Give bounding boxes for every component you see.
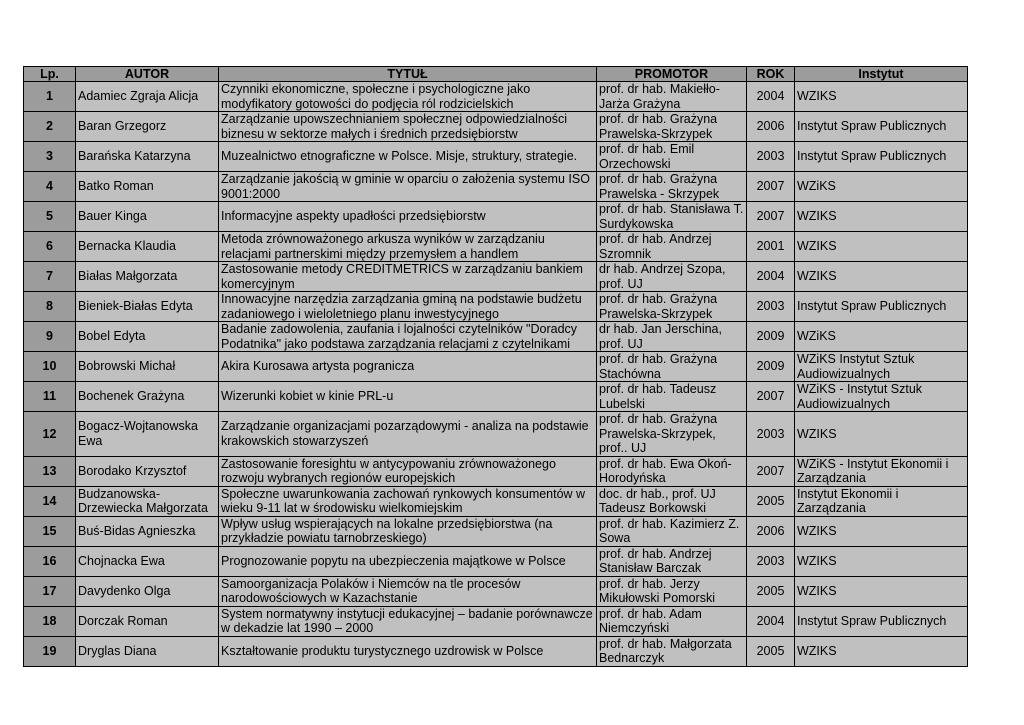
cell-autor: Davydenko Olga — [76, 576, 219, 606]
cell-promotor: prof. dr hab. Andrzej Stanisław Barczak — [597, 546, 747, 576]
cell-rok: 2003 — [747, 412, 795, 457]
cell-instytut: Instytut Spraw Publicznych — [795, 606, 968, 636]
cell-instytut: Instytut Spraw Publicznych — [795, 142, 968, 172]
cell-promotor: prof. dr hab. Grażyna Prawelska-Skrzypek — [597, 292, 747, 322]
cell-instytut: WZIKS — [795, 202, 968, 232]
cell-autor: Dryglas Diana — [76, 636, 219, 666]
table-row — [24, 142, 968, 172]
cell-instytut: WZIKS — [795, 262, 968, 292]
table-row — [24, 262, 968, 292]
cell-autor: Budzanowska-Drzewiecka Małgorzata — [76, 486, 219, 516]
cell-autor: Białas Małgorzata — [76, 262, 219, 292]
cell-promotor: prof. dr hab. Makiełło-Jarża Grażyna — [597, 82, 747, 112]
table-row — [24, 412, 968, 457]
cell-tytul: Innowacyjne narzędzia zarządzania gminą na podstawie budżetu zadaniowego i wieloletniego planu inwestycyjnego — [219, 292, 597, 322]
cell-rok: 2006 — [747, 112, 795, 142]
column-header-instytut: Instytut — [795, 67, 968, 82]
cell-tytul: Muzealnictwo etnograficzne w Polsce. Misje, struktury, strategie. — [219, 142, 597, 172]
cell-rok: 2005 — [747, 576, 795, 606]
cell-tytul: System normatywny instytucji edukacyjnej – badanie porównawcze w dekadzie lat 1990 – 2000 — [219, 606, 597, 636]
cell-autor: Bobel Edyta — [76, 322, 219, 352]
cell-promotor: prof. dr hab. Grażyna Prawelska - Skrzypek — [597, 172, 747, 202]
cell-promotor: prof. dr hab. Andrzej Szromnik — [597, 232, 747, 262]
cell-rok: 2007 — [747, 456, 795, 486]
table-row — [24, 516, 968, 546]
cell-autor: Adamiec Zgraja Alicja — [76, 82, 219, 112]
cell-instytut: WZIKS — [795, 546, 968, 576]
cell-rok: 2006 — [747, 516, 795, 546]
cell-tytul: Akira Kurosawa artysta pogranicza — [219, 352, 597, 382]
cell-promotor: prof. dr hab. Małgorzata Bednarczyk — [597, 636, 747, 666]
cell-tytul: Czynniki ekonomiczne, społeczne i psychologiczne jako modyfikatory gotowości do podjęcia ról rodzicielskich — [219, 82, 597, 112]
theses-table — [23, 66, 968, 667]
cell-tytul: Zarządzanie organizacjami pozarządowymi - analiza na podstawie krakowskich stowarzyszeń — [219, 412, 597, 457]
cell-promotor: doc. dr hab., prof. UJ Tadeusz Borkowski — [597, 486, 747, 516]
cell-rok: 2007 — [747, 382, 795, 412]
cell-tytul: Wizerunki kobiet w kinie PRL-u — [219, 382, 597, 412]
cell-lp: 2 — [24, 112, 76, 142]
cell-lp: 16 — [24, 546, 76, 576]
column-header-tytul: TYTUŁ — [219, 67, 597, 82]
cell-instytut: Instytut Spraw Publicznych — [795, 112, 968, 142]
cell-autor: Barańska Katarzyna — [76, 142, 219, 172]
cell-promotor: dr hab. Jan Jerschina, prof. UJ — [597, 322, 747, 352]
cell-instytut: Instytut Ekonomii i Zarządzania — [795, 486, 968, 516]
table-row — [24, 576, 968, 606]
table-row — [24, 486, 968, 516]
cell-promotor: prof. dr hab. Emil Orzechowski — [597, 142, 747, 172]
cell-rok: 2001 — [747, 232, 795, 262]
cell-tytul: Kształtowanie produktu turystycznego uzdrowisk w Polsce — [219, 636, 597, 666]
cell-instytut: WZIKS — [795, 636, 968, 666]
cell-autor: Bogacz-Wojtanowska Ewa — [76, 412, 219, 457]
cell-instytut: WZIKS — [795, 232, 968, 262]
cell-rok: 2005 — [747, 486, 795, 516]
cell-tytul: Społeczne uwarunkowania zachowań rynkowych konsumentów w wieku 9-11 lat w środowisku wielkomiejskim — [219, 486, 597, 516]
cell-autor: Bochenek Grażyna — [76, 382, 219, 412]
cell-instytut: WZIKS — [795, 82, 968, 112]
table-header — [24, 67, 968, 82]
cell-tytul: Metoda zrównoważonego arkusza wyników w zarządzaniu relacjami partnerskimi między przemysłem a handlem — [219, 232, 597, 262]
cell-lp: 10 — [24, 352, 76, 382]
cell-tytul: Informacyjne aspekty upadłości przedsiębiorstw — [219, 202, 597, 232]
cell-rok: 2007 — [747, 202, 795, 232]
cell-lp: 3 — [24, 142, 76, 172]
cell-instytut: WZIKS — [795, 516, 968, 546]
cell-lp: 4 — [24, 172, 76, 202]
table-row — [24, 546, 968, 576]
cell-autor: Bernacka Klaudia — [76, 232, 219, 262]
cell-promotor: prof. dr hab. Kazimierz Z. Sowa — [597, 516, 747, 546]
column-header-promotor: PROMOTOR — [597, 67, 747, 82]
cell-instytut: WZIKS — [795, 576, 968, 606]
cell-rok: 2009 — [747, 322, 795, 352]
cell-lp: 5 — [24, 202, 76, 232]
cell-lp: 11 — [24, 382, 76, 412]
cell-autor: Dorczak Roman — [76, 606, 219, 636]
cell-instytut: WZIKS — [795, 412, 968, 457]
table-row — [24, 202, 968, 232]
cell-lp: 8 — [24, 292, 76, 322]
cell-tytul: Badanie zadowolenia, zaufania i lojalności czytelników "Doradcy Podatnika" jako podstawa zarządzania relacjami z czytelnikami — [219, 322, 597, 352]
cell-instytut: WZiKS — [795, 172, 968, 202]
cell-autor: Buś-Bidas Agnieszka — [76, 516, 219, 546]
cell-lp: 6 — [24, 232, 76, 262]
cell-autor: Bieniek-Białas Edyta — [76, 292, 219, 322]
table-row — [24, 352, 968, 382]
cell-lp: 15 — [24, 516, 76, 546]
column-header-lp: Lp. — [24, 67, 76, 82]
cell-rok: 2004 — [747, 262, 795, 292]
cell-instytut: WZiKS - Instytut Sztuk Audiowizualnych — [795, 382, 968, 412]
cell-rok: 2007 — [747, 172, 795, 202]
cell-promotor: prof. dr hab. Stanisława T. Surdykowska — [597, 202, 747, 232]
cell-lp: 12 — [24, 412, 76, 457]
cell-rok: 2009 — [747, 352, 795, 382]
cell-tytul: Zastosowanie metody CREDITMETRICS w zarządzaniu bankiem komercyjnym — [219, 262, 597, 292]
cell-promotor: prof. dr hab. Grażyna Prawelska-Skrzypek — [597, 112, 747, 142]
cell-autor: Chojnacka Ewa — [76, 546, 219, 576]
column-header-autor: AUTOR — [76, 67, 219, 82]
table-row — [24, 456, 968, 486]
table-row — [24, 382, 968, 412]
column-header-rok: ROK — [747, 67, 795, 82]
cell-rok: 2003 — [747, 142, 795, 172]
table-row — [24, 636, 968, 666]
cell-lp: 18 — [24, 606, 76, 636]
cell-autor: Bauer Kinga — [76, 202, 219, 232]
cell-autor: Baran Grzegorz — [76, 112, 219, 142]
cell-instytut: Instytut Spraw Publicznych — [795, 292, 968, 322]
cell-tytul: Zarządzanie jakością w gminie w oparciu o założenia systemu ISO 9001:2000 — [219, 172, 597, 202]
cell-autor: Batko Roman — [76, 172, 219, 202]
cell-rok: 2005 — [747, 636, 795, 666]
cell-tytul: Prognozowanie popytu na ubezpieczenia majątkowe w Polsce — [219, 546, 597, 576]
cell-promotor: prof. dr hab. Grażyna Prawelska-Skrzypek, prof.. UJ — [597, 412, 747, 457]
cell-lp: 17 — [24, 576, 76, 606]
cell-lp: 14 — [24, 486, 76, 516]
cell-lp: 1 — [24, 82, 76, 112]
table-row — [24, 606, 968, 636]
cell-promotor: prof. dr hab. Jerzy Mikułowski Pomorski — [597, 576, 747, 606]
cell-lp: 19 — [24, 636, 76, 666]
cell-lp: 9 — [24, 322, 76, 352]
table-body — [24, 82, 968, 667]
cell-lp: 7 — [24, 262, 76, 292]
cell-autor: Borodako Krzysztof — [76, 456, 219, 486]
table-row — [24, 232, 968, 262]
cell-promotor: prof. dr hab. Tadeusz Lubelski — [597, 382, 747, 412]
cell-instytut: WZiKS — [795, 322, 968, 352]
cell-rok: 2004 — [747, 606, 795, 636]
cell-tytul: Zarządzanie upowszechnianiem społecznej odpowiedzialności biznesu w sektorze małych i średnich przedsiębiorstw — [219, 112, 597, 142]
cell-instytut: WZiKS - Instytut Ekonomii i Zarządzania — [795, 456, 968, 486]
table-row — [24, 82, 968, 112]
header-row — [24, 67, 968, 82]
cell-rok: 2003 — [747, 292, 795, 322]
cell-promotor: dr hab. Andrzej Szopa, prof. UJ — [597, 262, 747, 292]
cell-lp: 13 — [24, 456, 76, 486]
cell-tytul: Samoorganizacja Polaków i Niemców na tle procesów narodowościowych w Kazachstanie — [219, 576, 597, 606]
cell-instytut: WZiKS Instytut Sztuk Audiowizualnych — [795, 352, 968, 382]
cell-rok: 2003 — [747, 546, 795, 576]
cell-promotor: prof. dr hab. Grażyna Stachówna — [597, 352, 747, 382]
cell-tytul: Wpływ usług wspierających na lokalne przedsiębiorstwa (na przykładzie powiatu tarnobrzeskiego) — [219, 516, 597, 546]
table-row — [24, 172, 968, 202]
table-row — [24, 112, 968, 142]
cell-rok: 2004 — [747, 82, 795, 112]
cell-promotor: prof. dr hab. Adam Niemczyński — [597, 606, 747, 636]
cell-tytul: Zastosowanie foresightu w antycypowaniu zrównoważonego rozwoju wybranych regionów europejskich — [219, 456, 597, 486]
cell-autor: Bobrowski Michał — [76, 352, 219, 382]
cell-promotor: prof. dr hab. Ewa Okoń-Horodyńska — [597, 456, 747, 486]
table-row — [24, 322, 968, 352]
table-row — [24, 292, 968, 322]
